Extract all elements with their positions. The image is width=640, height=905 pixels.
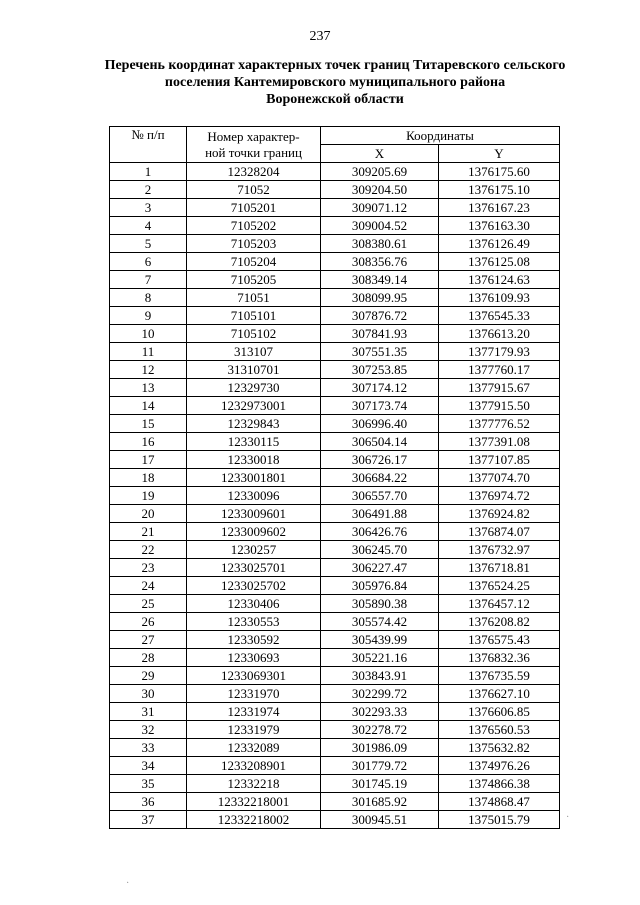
cell-point-number: 1233009601 — [187, 505, 321, 523]
cell-point-number: 12330693 — [187, 649, 321, 667]
cell-row-number: 17 — [110, 451, 187, 469]
cell-x: 307876.72 — [321, 307, 439, 325]
cell-x: 306996.40 — [321, 415, 439, 433]
cell-point-number: 1232973001 — [187, 397, 321, 415]
cell-row-number: 8 — [110, 289, 187, 307]
table-row — [110, 199, 560, 217]
cell-y: 1377760.17 — [439, 361, 560, 379]
cell-row-number: 23 — [110, 559, 187, 577]
cell-y: 1376109.93 — [439, 289, 560, 307]
cell-x: 308356.76 — [321, 253, 439, 271]
cell-row-number: 16 — [110, 433, 187, 451]
table-row — [110, 541, 560, 559]
header-point-number — [187, 127, 321, 163]
header-x: X — [321, 145, 439, 163]
cell-row-number: 35 — [110, 775, 187, 793]
cell-x: 302293.33 — [321, 703, 439, 721]
cell-x: 309071.12 — [321, 199, 439, 217]
table-row — [110, 649, 560, 667]
cell-row-number: 26 — [110, 613, 187, 631]
cell-row-number: 5 — [110, 235, 187, 253]
cell-point-number: 1230257 — [187, 541, 321, 559]
table-row — [110, 235, 560, 253]
cell-y: 1376163.30 — [439, 217, 560, 235]
cell-row-number: 15 — [110, 415, 187, 433]
cell-point-number: 313107 — [187, 343, 321, 361]
cell-x: 301745.19 — [321, 775, 439, 793]
cell-point-number: 12330096 — [187, 487, 321, 505]
cell-row-number: 6 — [110, 253, 187, 271]
cell-x: 302278.72 — [321, 721, 439, 739]
cell-point-number: 1233208901 — [187, 757, 321, 775]
cell-x: 306504.14 — [321, 433, 439, 451]
cell-x: 306426.76 — [321, 523, 439, 541]
cell-y: 1376832.36 — [439, 649, 560, 667]
cell-row-number: 7 — [110, 271, 187, 289]
cell-row-number: 20 — [110, 505, 187, 523]
cell-point-number: 7105201 — [187, 199, 321, 217]
cell-x: 301685.92 — [321, 793, 439, 811]
table-row — [110, 253, 560, 271]
table-body — [110, 163, 560, 829]
cell-point-number: 12331974 — [187, 703, 321, 721]
cell-x: 301986.09 — [321, 739, 439, 757]
cell-row-number: 34 — [110, 757, 187, 775]
cell-row-number: 30 — [110, 685, 187, 703]
page-number: 237 — [309, 29, 331, 44]
cell-point-number: 7105204 — [187, 253, 321, 271]
cell-y: 1376606.85 — [439, 703, 560, 721]
cell-row-number: 33 — [110, 739, 187, 757]
cell-point-number: 71051 — [187, 289, 321, 307]
cell-x: 307174.12 — [321, 379, 439, 397]
cell-row-number: 2 — [110, 181, 187, 199]
cell-point-number: 12330018 — [187, 451, 321, 469]
cell-y: 1376732.97 — [439, 541, 560, 559]
table-row — [110, 397, 560, 415]
cell-row-number: 21 — [110, 523, 187, 541]
cell-y: 1376524.25 — [439, 577, 560, 595]
cell-y: 1375632.82 — [439, 739, 560, 757]
cell-point-number: 7105202 — [187, 217, 321, 235]
table-row — [110, 595, 560, 613]
cell-point-number: 12328204 — [187, 163, 321, 181]
cell-row-number: 14 — [110, 397, 187, 415]
cell-x: 303843.91 — [321, 667, 439, 685]
table-row — [110, 559, 560, 577]
cell-y: 1377074.70 — [439, 469, 560, 487]
cell-row-number: 32 — [110, 721, 187, 739]
table-row — [110, 271, 560, 289]
cell-y: 1376125.08 — [439, 253, 560, 271]
cell-point-number: 1233001801 — [187, 469, 321, 487]
document-title — [70, 57, 600, 108]
cell-x: 300945.51 — [321, 811, 439, 829]
cell-x: 305890.38 — [321, 595, 439, 613]
cell-point-number: 12330406 — [187, 595, 321, 613]
cell-point-number: 12329843 — [187, 415, 321, 433]
cell-y: 1376613.20 — [439, 325, 560, 343]
cell-y: 1376126.49 — [439, 235, 560, 253]
cell-row-number: 13 — [110, 379, 187, 397]
cell-x: 301779.72 — [321, 757, 439, 775]
cell-y: 1374868.47 — [439, 793, 560, 811]
table-row — [110, 343, 560, 361]
table-row — [110, 613, 560, 631]
cell-y: 1377776.52 — [439, 415, 560, 433]
cell-point-number: 12331979 — [187, 721, 321, 739]
table-row — [110, 505, 560, 523]
table-row — [110, 469, 560, 487]
cell-point-number: 1233069301 — [187, 667, 321, 685]
table-row — [110, 721, 560, 739]
cell-point-number: 1233025702 — [187, 577, 321, 595]
cell-row-number: 27 — [110, 631, 187, 649]
cell-x: 306491.88 — [321, 505, 439, 523]
cell-point-number: 7105101 — [187, 307, 321, 325]
cell-point-number: 7105102 — [187, 325, 321, 343]
header-point-number-line2: ной точки границ — [205, 144, 302, 160]
scan-speck: · — [126, 878, 130, 889]
cell-point-number: 12330115 — [187, 433, 321, 451]
table-row — [110, 487, 560, 505]
cell-y: 1377391.08 — [439, 433, 560, 451]
cell-x: 306227.47 — [321, 559, 439, 577]
table-row — [110, 577, 560, 595]
cell-x: 305976.84 — [321, 577, 439, 595]
table-row — [110, 631, 560, 649]
cell-y: 1376627.10 — [439, 685, 560, 703]
table-row — [110, 289, 560, 307]
cell-x: 305221.16 — [321, 649, 439, 667]
cell-x: 307841.93 — [321, 325, 439, 343]
title-line: Перечень координат характерных точек границ Титаревского сельского — [104, 58, 566, 73]
table-row — [110, 685, 560, 703]
cell-row-number: 9 — [110, 307, 187, 325]
cell-row-number: 4 — [110, 217, 187, 235]
cell-x: 305439.99 — [321, 631, 439, 649]
cell-y: 1376208.82 — [439, 613, 560, 631]
cell-row-number: 22 — [110, 541, 187, 559]
cell-point-number: 12329730 — [187, 379, 321, 397]
table-row — [110, 667, 560, 685]
cell-y: 1376124.63 — [439, 271, 560, 289]
cell-point-number: 31310701 — [187, 361, 321, 379]
cell-x: 307551.35 — [321, 343, 439, 361]
cell-x: 309205.69 — [321, 163, 439, 181]
table-row — [110, 181, 560, 199]
cell-point-number: 7105205 — [187, 271, 321, 289]
cell-y: 1376735.59 — [439, 667, 560, 685]
cell-y: 1375015.79 — [439, 811, 560, 829]
cell-point-number: 12331970 — [187, 685, 321, 703]
cell-y: 1376718.81 — [439, 559, 560, 577]
cell-point-number: 12332218001 — [187, 793, 321, 811]
table-row — [110, 217, 560, 235]
table-row — [110, 523, 560, 541]
cell-point-number: 12330592 — [187, 631, 321, 649]
cell-row-number: 1 — [110, 163, 187, 181]
header-point-number-line1: Номер характер- — [207, 128, 300, 144]
cell-row-number: 25 — [110, 595, 187, 613]
cell-row-number: 10 — [110, 325, 187, 343]
cell-row-number: 29 — [110, 667, 187, 685]
cell-point-number: 1233025701 — [187, 559, 321, 577]
cell-point-number: 12330553 — [187, 613, 321, 631]
cell-row-number: 18 — [110, 469, 187, 487]
cell-row-number: 3 — [110, 199, 187, 217]
cell-y: 1377107.85 — [439, 451, 560, 469]
table-row — [110, 739, 560, 757]
cell-y: 1376167.23 — [439, 199, 560, 217]
cell-row-number: 11 — [110, 343, 187, 361]
cell-y: 1376175.10 — [439, 181, 560, 199]
cell-row-number: 31 — [110, 703, 187, 721]
table-row — [110, 415, 560, 433]
cell-row-number: 36 — [110, 793, 187, 811]
cell-x: 307253.85 — [321, 361, 439, 379]
table-row — [110, 811, 560, 829]
cell-point-number: 12332218002 — [187, 811, 321, 829]
cell-y: 1376874.07 — [439, 523, 560, 541]
table-row — [110, 307, 560, 325]
header-row-number: № п/п — [110, 127, 187, 163]
cell-y: 1376924.82 — [439, 505, 560, 523]
coordinates-table — [109, 126, 560, 829]
cell-x: 306726.17 — [321, 451, 439, 469]
cell-x: 308349.14 — [321, 271, 439, 289]
cell-y: 1377915.50 — [439, 397, 560, 415]
cell-row-number: 37 — [110, 811, 187, 829]
table-row — [110, 793, 560, 811]
cell-point-number: 7105203 — [187, 235, 321, 253]
cell-y: 1376175.60 — [439, 163, 560, 181]
cell-point-number: 71052 — [187, 181, 321, 199]
scan-speck: · — [566, 812, 570, 823]
table-row — [110, 361, 560, 379]
cell-x: 306684.22 — [321, 469, 439, 487]
cell-row-number: 12 — [110, 361, 187, 379]
cell-y: 1376545.33 — [439, 307, 560, 325]
cell-x: 305574.42 — [321, 613, 439, 631]
cell-row-number: 24 — [110, 577, 187, 595]
cell-y: 1376457.12 — [439, 595, 560, 613]
cell-x: 309004.52 — [321, 217, 439, 235]
title-line: Воронежской области — [266, 92, 404, 107]
cell-point-number: 12332089 — [187, 739, 321, 757]
cell-y: 1376974.72 — [439, 487, 560, 505]
table-row — [110, 379, 560, 397]
cell-point-number: 1233009602 — [187, 523, 321, 541]
header-coordinates: Координаты — [321, 127, 560, 145]
cell-x: 308380.61 — [321, 235, 439, 253]
cell-x: 307173.74 — [321, 397, 439, 415]
cell-y: 1377915.67 — [439, 379, 560, 397]
title-line: поселения Кантемировского муниципального района — [164, 75, 506, 90]
cell-y: 1374976.26 — [439, 757, 560, 775]
table-row — [110, 703, 560, 721]
cell-y: 1376560.53 — [439, 721, 560, 739]
table-row — [110, 433, 560, 451]
cell-x: 302299.72 — [321, 685, 439, 703]
table-row — [110, 451, 560, 469]
table-header — [110, 127, 560, 163]
cell-x: 306557.70 — [321, 487, 439, 505]
table-row — [110, 775, 560, 793]
cell-y: 1374866.38 — [439, 775, 560, 793]
table-row — [110, 325, 560, 343]
cell-x: 306245.70 — [321, 541, 439, 559]
header-y: Y — [439, 145, 560, 163]
cell-point-number: 12332218 — [187, 775, 321, 793]
table-row — [110, 163, 560, 181]
table-row — [110, 757, 560, 775]
cell-y: 1376575.43 — [439, 631, 560, 649]
cell-x: 308099.95 — [321, 289, 439, 307]
cell-y: 1377179.93 — [439, 343, 560, 361]
cell-row-number: 19 — [110, 487, 187, 505]
cell-x: 309204.50 — [321, 181, 439, 199]
cell-row-number: 28 — [110, 649, 187, 667]
